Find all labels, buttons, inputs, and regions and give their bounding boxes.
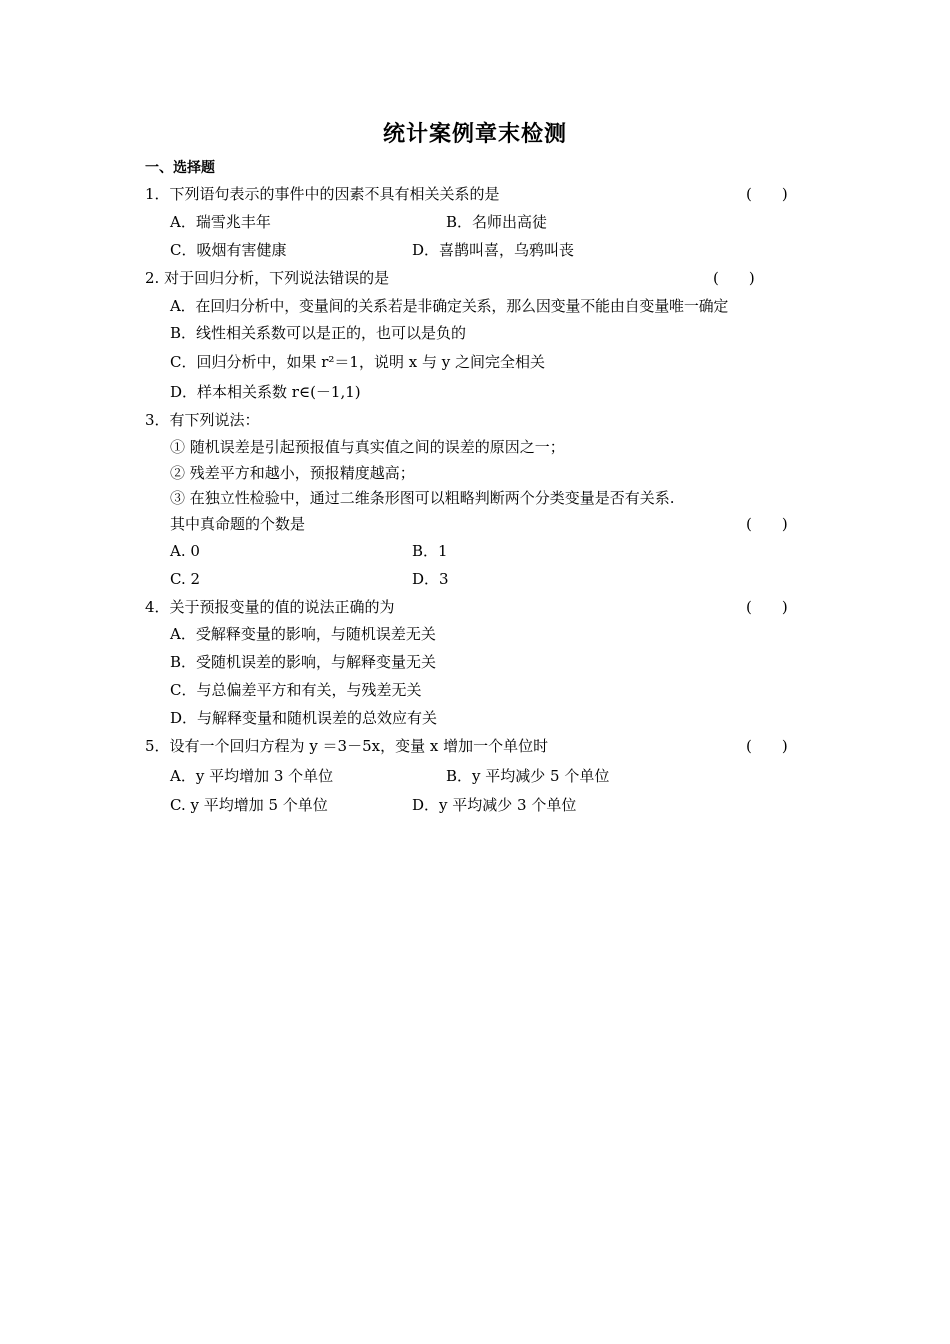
question-1-blank: ( ) [746,185,788,203]
question-2-option-a: A．在回归分析中，变量间的关系若是非确定关系，那么因变量不能由自变量唯一确定 [170,297,729,315]
question-5-option-a: A．y 平均增加 3 个单位 [170,767,334,785]
page-title: 统计案例章末检测 [382,122,567,147]
question-2-blank: ( ) [713,269,755,287]
question-3-option-c: C. 2 [170,570,201,588]
question-1-stem: 1．下列语句表示的事件中的因素不具有相关关系的是 [145,185,500,203]
question-3-prompt: 其中真命题的个数是 [170,515,306,533]
question-5-option-c: C. y 平均增加 5 个单位 [170,796,328,814]
question-1-option-b: B．名师出高徒 [446,213,548,231]
question-5-blank: ( ) [746,737,788,755]
question-1-option-c: C．吸烟有害健康 [170,241,287,259]
question-2-option-b: B．线性相关系数可以是正的，也可以是负的 [170,324,467,342]
question-4-option-c: C．与总偏差平方和有关，与残差无关 [170,681,422,699]
question-1-option-a: A．瑞雪兆丰年 [170,213,271,231]
question-4-stem: 4．关于预报变量的值的说法正确的为 [145,598,395,616]
question-3-option-d: D．3 [412,570,449,588]
question-4-option-d: D．与解释变量和随机误差的总效应有关 [170,709,438,727]
question-4-option-b: B．受随机误差的影响，与解释变量无关 [170,653,437,671]
question-3-stem: 3．有下列说法： [145,411,260,429]
section-heading: 一、选择题 [145,160,215,176]
question-3-option-a: A. 0 [170,542,200,560]
question-5-stem: 5．设有一个回归方程为 y ＝3－5x，变量 x 增加一个单位时 [145,737,549,755]
question-3-blank: ( ) [746,515,788,533]
question-4-option-a: A．受解释变量的影响，与随机误差无关 [170,625,436,643]
question-2-option-c: C．回归分析中，如果 r²＝1，说明 x 与 y 之间完全相关 [170,353,545,371]
question-2-option-d: D．样本相关系数 r∈(－1,1) [170,383,361,401]
question-2-stem: 2. 对于回归分析，下列说法错误的是 [145,269,390,287]
question-3-option-b: B．1 [412,542,448,560]
question-4-blank: ( ) [746,598,788,616]
question-5-option-d: D．y 平均减少 3 个单位 [412,796,577,814]
question-3-statement-2: ② 残差平方和越小，预报精度越高； [170,464,415,482]
question-1-option-d: D．喜鹊叫喜，乌鸦叫丧 [412,241,575,259]
question-5-option-b: B．y 平均减少 5 个单位 [446,767,610,785]
question-3-statement-1: ① 随机误差是引起预报值与真实值之间的误差的原因之一； [170,438,565,456]
question-3-statement-3: ③ 在独立性检验中，通过二维条形图可以粗略判断两个分类变量是否有关系. [170,489,675,507]
